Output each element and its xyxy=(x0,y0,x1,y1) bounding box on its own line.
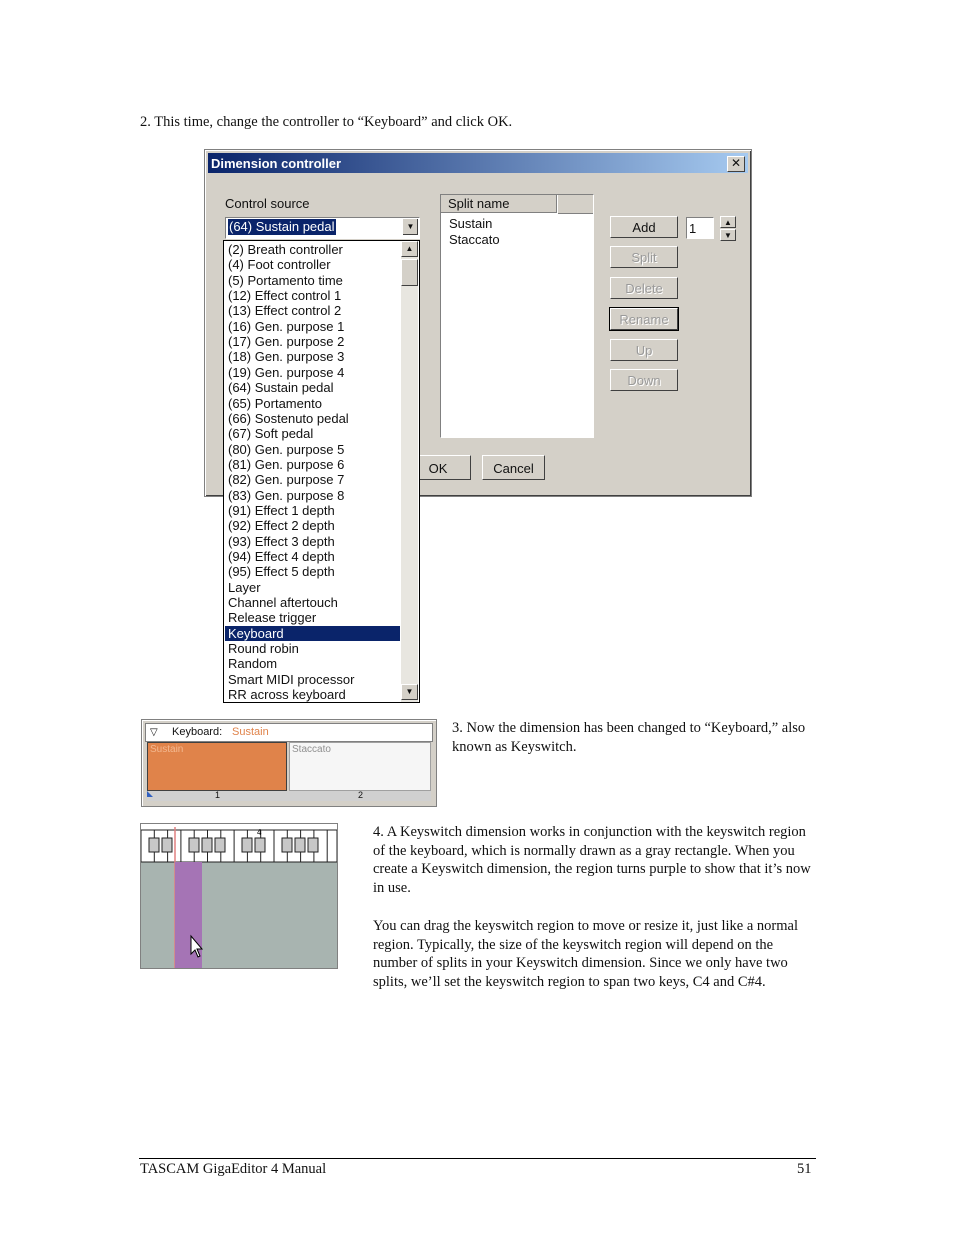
split-region-staccato[interactable] xyxy=(289,742,431,791)
control-source-label: Control source xyxy=(225,196,310,211)
dimension-label: Keyboard: xyxy=(172,726,223,738)
current-split-name: Sustain xyxy=(232,726,269,738)
arrow-up-icon: ▲ xyxy=(724,218,732,227)
rename-button[interactable]: Rename xyxy=(610,308,678,330)
region-number-bar xyxy=(147,791,431,801)
dropdown-item[interactable]: (19) Gen. purpose 4 xyxy=(228,364,345,380)
collapse-triangle-icon[interactable]: ▽ xyxy=(150,727,158,738)
region-label-sustain: Sustain xyxy=(150,744,184,755)
black-key xyxy=(255,838,265,852)
dimension-header[interactable] xyxy=(145,723,433,742)
delete-button[interactable]: Delete xyxy=(610,277,678,299)
corner-marker-icon xyxy=(147,791,153,797)
split-name-list[interactable] xyxy=(440,194,594,438)
split-item-sustain[interactable]: Sustain xyxy=(449,216,493,231)
dropdown-item[interactable]: (95) Effect 5 depth xyxy=(228,564,335,580)
split-region-sustain[interactable] xyxy=(147,742,287,791)
dropdown-item[interactable]: (17) Gen. purpose 2 xyxy=(228,334,345,350)
split-header-blank xyxy=(558,195,593,214)
black-key xyxy=(282,838,292,852)
black-key xyxy=(162,838,172,852)
dropdown-item[interactable]: (82) Gen. purpose 7 xyxy=(228,472,345,488)
dropdown-item[interactable]: (18) Gen. purpose 3 xyxy=(228,349,345,365)
scroll-thumb[interactable] xyxy=(401,259,418,286)
dialog-title: Dimension controller xyxy=(211,156,342,171)
dropdown-item[interactable]: Channel aftertouch xyxy=(228,595,338,611)
dropdown-scrollbar[interactable] xyxy=(401,241,418,702)
piano-keyboard xyxy=(141,824,337,968)
black-key xyxy=(242,838,252,852)
split-count-input[interactable]: 1 xyxy=(686,217,714,239)
control-source-combobox[interactable] xyxy=(225,217,420,239)
scroll-down-button[interactable] xyxy=(401,684,418,700)
dropdown-item[interactable]: (2) Breath controller xyxy=(228,242,343,257)
up-button[interactable]: Up xyxy=(610,339,678,361)
dropdown-item[interactable]: (64) Sustain pedal xyxy=(228,380,334,396)
step-3-text: 3. Now the dimension has been changed to “Keyboard,” also known as Keyswitch. xyxy=(452,720,806,755)
chevron-down-icon: ▼ xyxy=(406,222,415,231)
key-marker: 4 xyxy=(257,828,262,837)
dropdown-item[interactable]: Layer xyxy=(228,579,261,595)
footer-rule xyxy=(139,1158,816,1159)
dropdown-item[interactable]: Random xyxy=(228,656,278,672)
step-2-text: 2. This time, change the controller to “Keyboard” and click OK. xyxy=(140,114,513,130)
region-number-1: 1 xyxy=(215,790,221,800)
split-name-header[interactable]: Split name xyxy=(441,195,557,213)
dropdown-item[interactable]: (93) Effect 3 depth xyxy=(228,533,335,549)
dropdown-item[interactable]: (94) Effect 4 depth xyxy=(228,549,335,564)
black-key xyxy=(189,838,199,852)
dropdown-item[interactable]: (80) Gen. purpose 5 xyxy=(228,441,345,457)
dropdown-item[interactable]: (67) Soft pedal xyxy=(228,426,314,442)
spin-down-button[interactable] xyxy=(720,229,736,241)
split-item-staccato[interactable]: Staccato xyxy=(449,232,500,247)
footer-page-number: 51 xyxy=(797,1161,812,1177)
dropdown-item[interactable]: Keyboard xyxy=(225,626,400,641)
dropdown-item[interactable]: (13) Effect control 2 xyxy=(228,303,342,319)
spin-up-button[interactable] xyxy=(720,216,736,228)
dropdown-item[interactable]: (12) Effect control 1 xyxy=(228,288,342,304)
dropdown-item[interactable]: RR across keyboard xyxy=(228,687,346,703)
down-button[interactable]: Down xyxy=(610,369,678,391)
control-source-dropdown-list[interactable] xyxy=(223,240,420,703)
combobox-value: (64) Sustain pedal xyxy=(229,219,335,234)
footer-manual-title: TASCAM GigaEditor 4 Manual xyxy=(140,1161,327,1177)
split-button[interactable]: Split xyxy=(610,246,678,268)
black-key xyxy=(215,838,225,852)
step-4-paragraph-1: 4. A Keyswitch dimension works in conjunction with the keyswitch region of the keyboard, which is normally drawn as a gray rectangle. When you create a Keyswitch dimension, the region turns purple to show that it’s now in use. xyxy=(373,824,811,897)
dropdown-item[interactable]: (65) Portamento xyxy=(228,395,322,411)
step-4-paragraph-2: You can drag the keyswitch region to move or resize it, just like a normal region. Typically, the size of the keyswitch region will depend on the number of splits in your Keyswitch dimension. Since we only have two splits, we’ll set the keyswitch region to span two keys, C4 and C#4. xyxy=(373,918,798,991)
dropdown-item[interactable]: (5) Portamento time xyxy=(228,272,343,288)
black-key xyxy=(202,838,212,852)
dropdown-item[interactable]: (91) Effect 1 depth xyxy=(228,502,335,518)
dropdown-item[interactable]: (83) Gen. purpose 8 xyxy=(228,487,345,503)
arrow-down-icon: ▼ xyxy=(405,687,414,696)
dropdown-item[interactable]: Release trigger xyxy=(228,610,317,626)
combobox-dropdown-button[interactable] xyxy=(402,219,418,235)
black-key xyxy=(308,838,318,852)
dropdown-item[interactable]: (92) Effect 2 depth xyxy=(228,518,335,534)
dropdown-item[interactable]: Round robin xyxy=(228,641,299,657)
dropdown-item[interactable]: Smart MIDI processor xyxy=(228,671,355,687)
dropdown-item[interactable]: (16) Gen. purpose 1 xyxy=(228,318,345,334)
scroll-up-button[interactable] xyxy=(401,241,418,257)
close-button[interactable] xyxy=(727,156,745,172)
dropdown-item[interactable]: (4) Foot controller xyxy=(228,257,331,273)
ok-button[interactable]: OK xyxy=(405,455,471,480)
keyswitch-region-image xyxy=(140,823,338,969)
arrow-up-icon: ▲ xyxy=(405,244,414,253)
region-label-staccato: Staccato xyxy=(292,744,331,755)
dialog-titlebar xyxy=(208,153,748,173)
dropdown-item[interactable]: (66) Sostenuto pedal xyxy=(228,410,349,426)
add-button[interactable]: Add xyxy=(610,216,678,238)
region-number-2: 2 xyxy=(358,790,364,800)
keyboard-dimension-panel xyxy=(141,719,437,807)
black-key xyxy=(149,838,159,852)
dropdown-item[interactable]: (81) Gen. purpose 6 xyxy=(228,456,345,472)
close-icon: ✕ xyxy=(730,156,742,170)
arrow-down-icon: ▼ xyxy=(724,231,732,240)
cancel-button[interactable]: Cancel xyxy=(482,455,545,480)
black-key xyxy=(295,838,305,852)
